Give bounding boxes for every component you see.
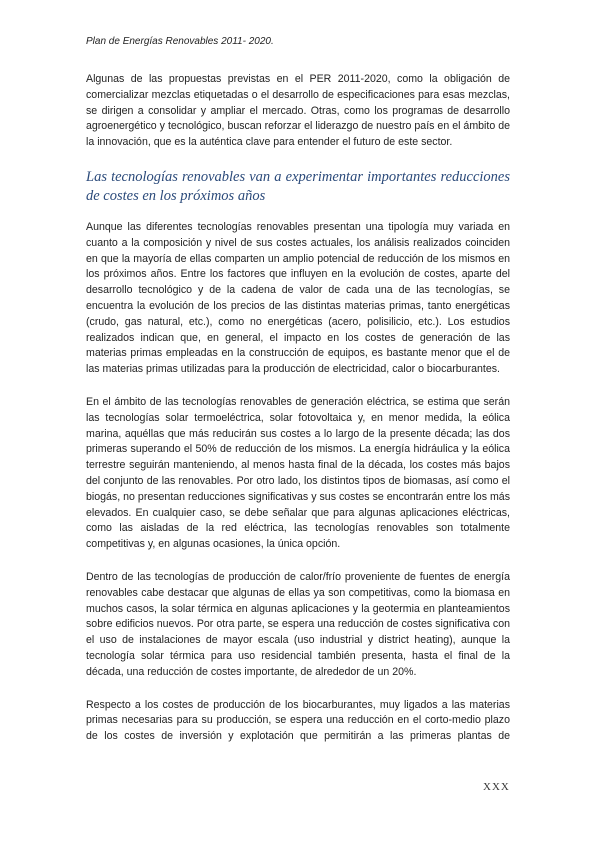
body-paragraph-4: Respecto a los costes de producción de los biocarburantes, muy ligados a las materias primas necesarias para su producción, se espera una reducción en el corto-medio plazo de los costes de inversión y explotación que permitirán a las primeras plantas de — [86, 698, 510, 743]
intro-paragraph: Algunas de las propuestas previstas en el PER 2011-2020, como la obligación de comercializar mezclas etiquetadas o el desarrollo de especificaciones para esas mezclas, se dirigen a consolidar y ampliar el mercado. Otras, como los programas de desarrollo agroenergético y tecnológico, buscan reforzar el liderazgo de nuestro país en el ámbito de la innovación, que es la auténtica clave para entender el futuro de este sector. — [86, 73, 510, 149]
page-number: XXX — [483, 781, 510, 793]
document-body — [86, 72, 510, 762]
running-header: Plan de Energías Renovables 2011- 2020. — [86, 36, 274, 47]
body-paragraph-3: Dentro de las tecnologías de producción de calor/frío proveniente de fuentes de energía renovables cabe destacar que algunas de ellas ya son competitivas, como la biomasa en muchos casos, la solar térmica en algunas aplicaciones y la geotermia en planteamientos sobre edificios nuevos. Por otra parte, se espera una reducción de costes significativa con el uso de instalaciones de mayor escala (uso industrial y district heating), aunque la tecnología solar térmica para uso residencial también presenta, hasta el final de la década, una reducción de costes importante, de alrededor de un 20%. — [86, 570, 510, 678]
body-paragraph-2: En el ámbito de las tecnologías renovables de generación eléctrica, se estima que serán las tecnologías solar termoeléctrica, solar fotovoltaica y, en menor medida, la eólica marina, aquéllas que más reducirán sus costes a lo largo de la presente década; las dos primeras superando el 50% de reducción de los mismos. La energía hidráulica y la eólica terrestre seguirán manteniendo, al menos hasta final de la década, los costes más bajos del conjunto de las renovables. Por otro lado, los distintos tipos de biomasas, así como el biogás, no presentan reducciones significativas y sus costes se encontrarán entre los más elevados. En cualquier caso, se debe señalar que para algunas aplicaciones eléctricas, como las aisladas de la red eléctrica, las tecnologías renovables son totalmente competitivas y, en algunas ocasiones, la única opción. — [86, 395, 510, 551]
section-heading: Las tecnologías renovables van a experimentar importantes reducciones de costes en los próximos años — [86, 168, 510, 204]
body-paragraph-1: Aunque las diferentes tecnologías renovables presentan una tipología muy variada en cuanto a la composición y nivel de sus costes actuales, los análisis realizados coinciden en que la mayoría de ellas comparten un amplio potencial de reducción de los mismos en los próximos años. Entre los factores que influyen en la evolución de costes, aparte del desarrollo tecnológico y de la cadena de valor de cada una de las tecnologías, se encuentra la evolución de los precios de las distintas materias primas, tanto energéticas (crudo, gas natural, etc.), como no energéticas (acero, polisilicio, etc.). Los estudios realizados indican que, en general, el impacto en los costes de generación de las materias primas empleadas en la construcción de equipos, es bastante menor que el de las materias primas utilizadas para la producción de electricidad, calor o biocarburantes. — [86, 220, 510, 376]
